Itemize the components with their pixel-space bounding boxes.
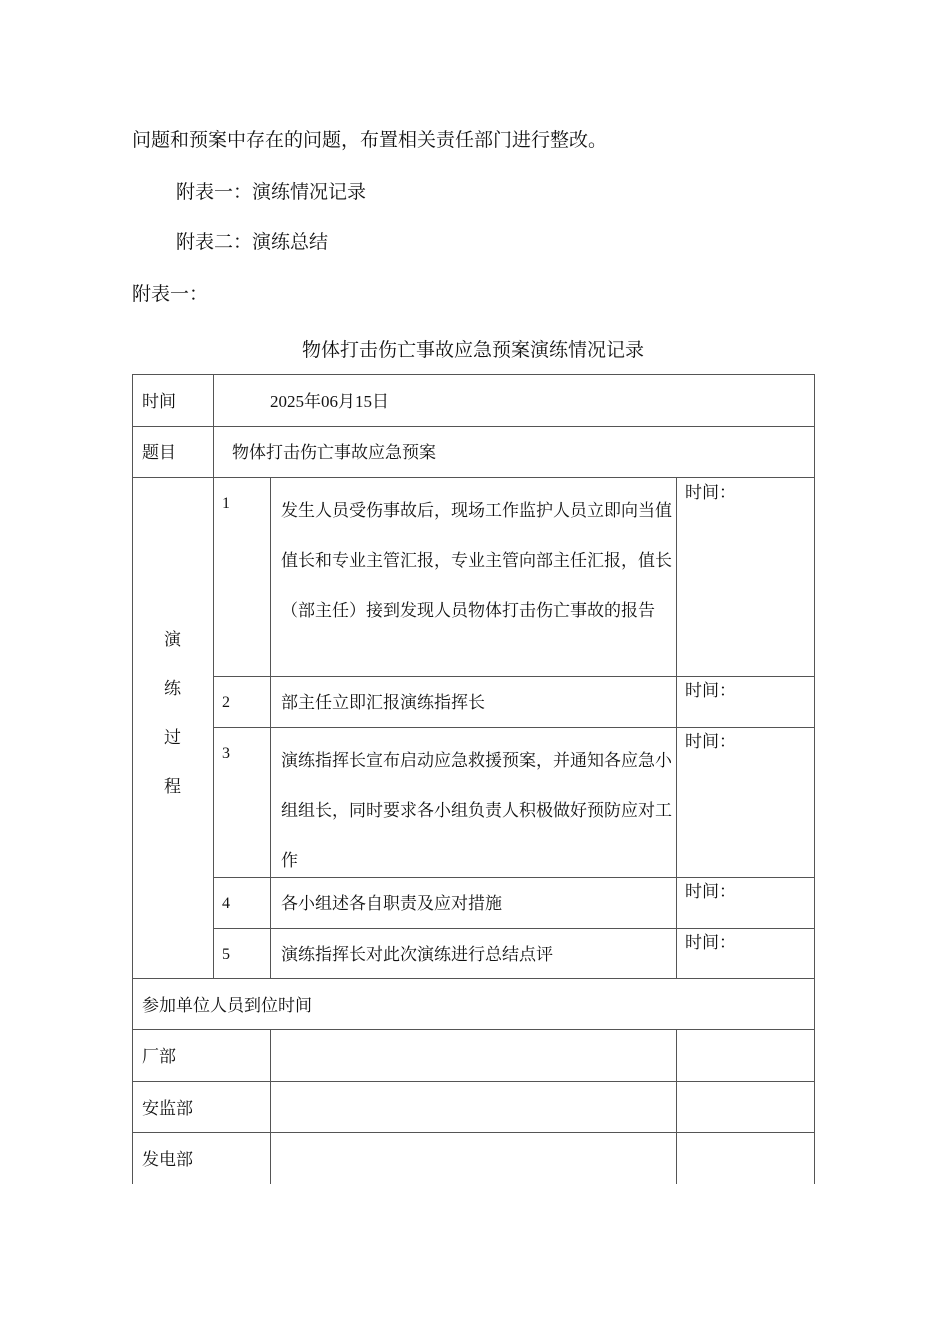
step-description: 部主任立即汇报演练指挥长 (281, 693, 485, 713)
table-border (270, 1029, 271, 1184)
table-border (676, 1029, 677, 1184)
step-number: 3 (222, 745, 230, 762)
body-paragraph: 问题和预案中存在的问题，布置相关责任部门进行整改。 (132, 129, 608, 151)
table-border (270, 477, 271, 978)
step-number: 4 (222, 895, 230, 912)
process-label-char: 演 (164, 630, 181, 650)
table-border (132, 1132, 815, 1133)
topic-value: 物体打击伤亡事故应急预案 (232, 443, 436, 463)
table-border (814, 374, 815, 1184)
step-time-label: 时间： (685, 933, 736, 953)
table-border (213, 374, 214, 978)
step-time-label: 时间： (685, 732, 736, 752)
step-description: 演练指挥长对此次演练进行总结点评 (281, 945, 553, 965)
attachment-heading: 附表一： (132, 283, 209, 305)
table-border (132, 426, 815, 427)
table-border (132, 978, 815, 979)
table-border (132, 1029, 815, 1030)
department-name: 厂部 (142, 1047, 176, 1067)
time-label: 时间 (142, 392, 176, 412)
process-label-char: 过 (164, 728, 181, 748)
step-number: 1 (222, 495, 230, 512)
table-border (132, 477, 815, 478)
table-border (213, 928, 815, 929)
step-number: 5 (222, 946, 230, 963)
table-border (213, 676, 815, 677)
arrival-header: 参加单位人员到位时间 (142, 996, 312, 1016)
step-description: 各小组述各自职责及应对措施 (281, 894, 502, 914)
department-name: 发电部 (142, 1150, 193, 1170)
time-value: 2025年06月15日 (270, 392, 389, 411)
topic-label: 题目 (142, 443, 176, 463)
process-label-char: 练 (164, 679, 181, 699)
step-description: 演练指挥长宣布启动应急救援预案，并通知各应急小组组长，同时要求各小组负责人积极做好预防应对工作 (281, 751, 672, 871)
step-number: 2 (222, 694, 230, 711)
department-name: 安监部 (142, 1099, 193, 1119)
table-border (132, 374, 815, 375)
table-title: 物体打击伤亡事故应急预案演练情况记录 (301, 339, 644, 361)
attachment-1-line: 附表一：演练情况记录 (176, 181, 367, 203)
process-label (132, 616, 213, 812)
process-label-char: 程 (164, 777, 181, 797)
step-time-label: 时间： (685, 483, 736, 503)
table-border (213, 727, 815, 728)
step-description: 发生人员受伤事故后，现场工作监护人员立即向当值值长和专业主管汇报，专业主管向部主任汇报，值长（部主任）接到发现人员物体打击伤亡事故的报告 (281, 501, 672, 621)
step-time-label: 时间： (685, 882, 736, 902)
step-time-label: 时间： (685, 681, 736, 701)
table-border (132, 1081, 815, 1082)
attachment-2-line: 附表二：演练总结 (176, 231, 329, 253)
